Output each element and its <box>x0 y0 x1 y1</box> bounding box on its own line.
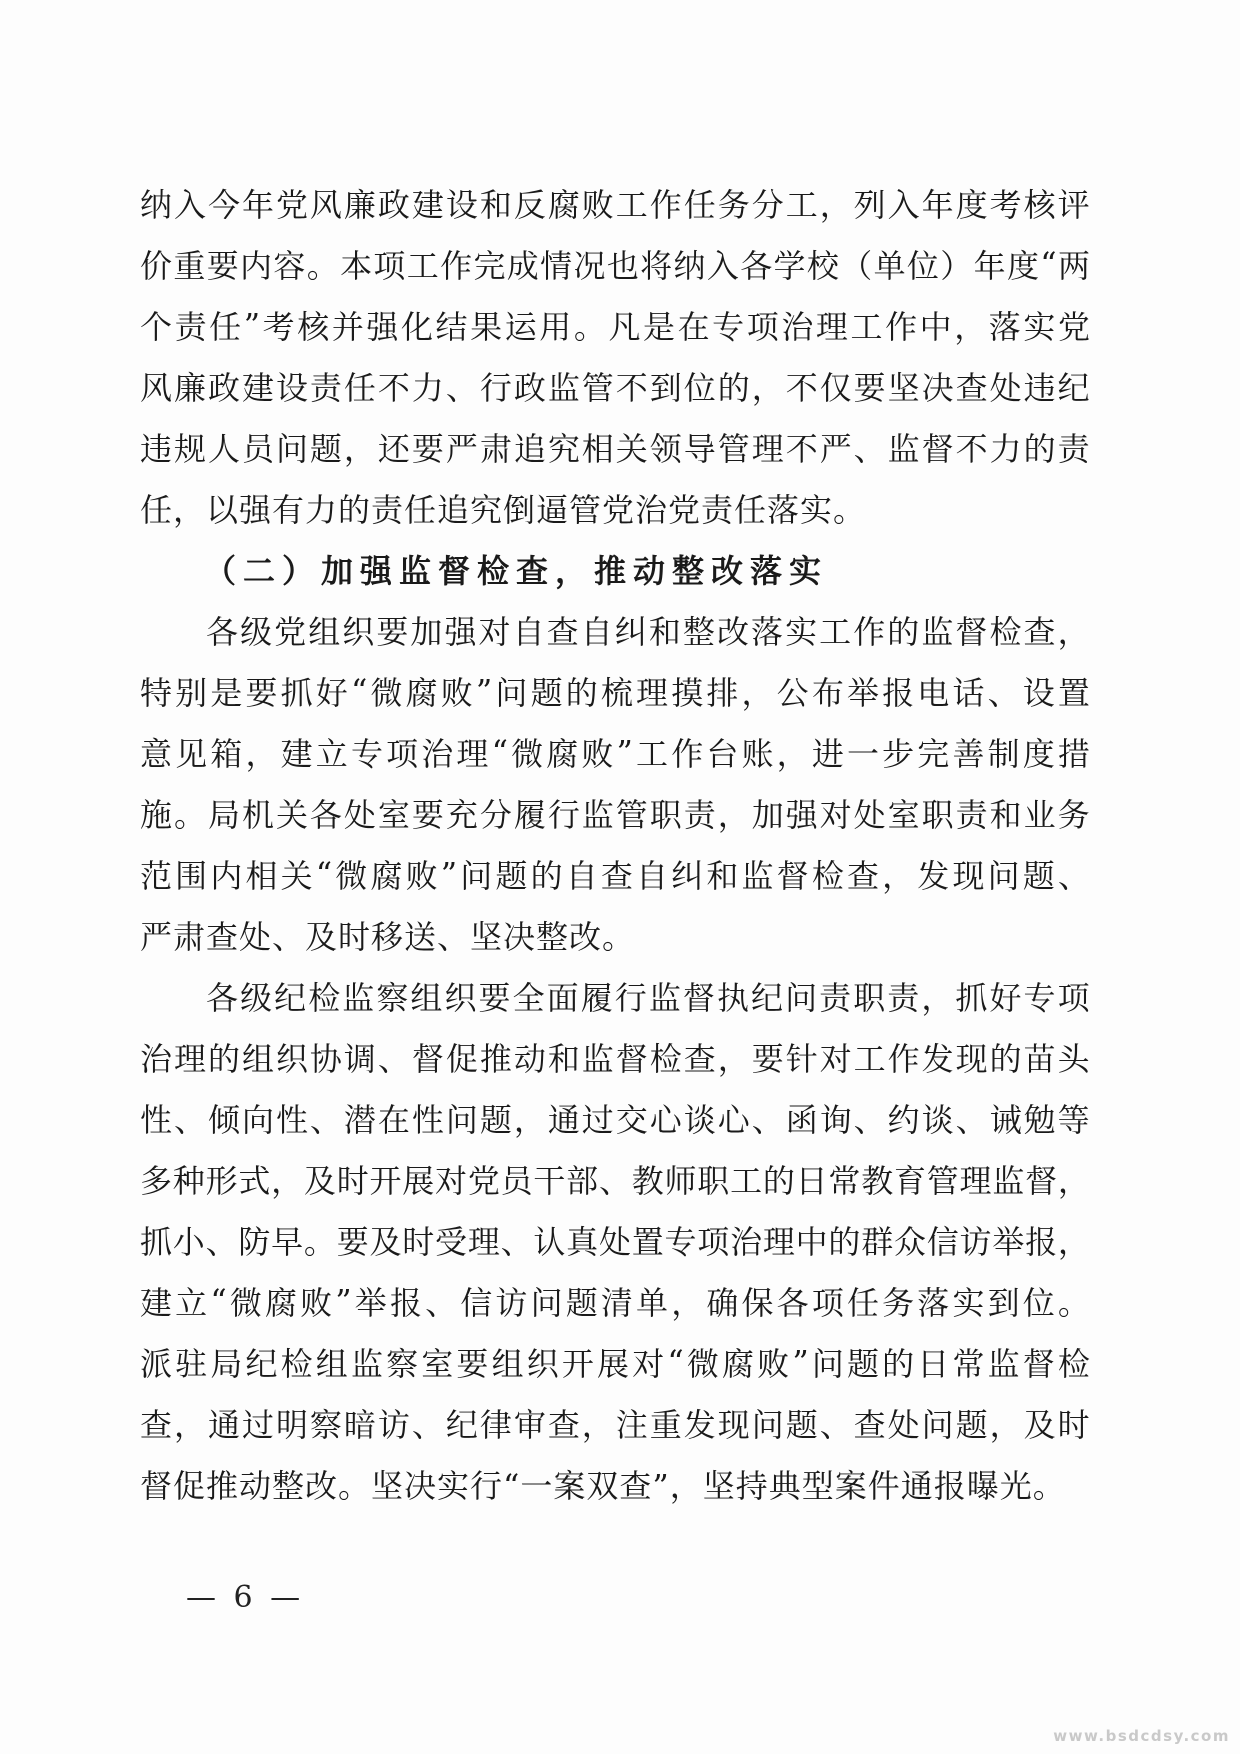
section-heading: （二）加强监督检查，推动整改落实 <box>140 538 1090 599</box>
watermark: www.bsdcdsy.com <box>1053 1727 1230 1745</box>
text-line: 意 见 箱 ， 建 立 专 项 治 理 “ 微 腐 败 ” 工 作 台 账 ， 进 一 步 完 善 制 度 措 <box>140 732 1090 773</box>
text-line: 价 重 要 内 容 。 本 项 工 作 完 成 情 况 也 将 纳 入 各 学 校 （ 单 位 ） 年 度 “ 两 <box>140 244 1090 285</box>
text-line: 抓 小 、 防 早 。 要 及 时 受 理 、 认 真 处 置 专 项 治 理 中 的 群 众 信 访 举 报 ， <box>140 1222 1090 1261</box>
paragraph-indent <box>140 995 204 996</box>
text-line: 多 种 形 式 ， 及 时 开 展 对 党 员 干 部 、 教 师 职 工 的 日 常 教 育 管 理 监 督 ， <box>140 1161 1090 1200</box>
text-line: 风 廉 政 建 设 责 任 不 力 、 行 政 监 管 不 到 位 的 ， 不 仅 要 坚 决 查 处 违 纪 <box>140 368 1090 407</box>
text-line: 施 。 局 机 关 各 处 室 要 充 分 履 行 监 管 职 责 ， 加 强 对 处 室 职 责 和 业 务 <box>140 795 1090 834</box>
text-line: 建 立 “ 微 腐 败 ” 举 报 、 信 访 问 题 清 单 ， 确 保 各 项 任 务 落 实 到 位 。 <box>140 1281 1090 1322</box>
body-text <box>140 172 1090 1514</box>
page-number: — 6 — <box>186 1580 305 1615</box>
text-line: 派 驻 局 纪 检 组 监 察 室 要 组 织 开 展 对 “ 微 腐 败 ” 问 题 的 日 常 监 督 检 <box>140 1342 1090 1383</box>
paragraph-indent <box>140 629 204 630</box>
text-line: 违 规 人 员 问 题 ， 还 要 严 肃 追 究 相 关 领 导 管 理 不 严 、 监 督 不 力 的 责 <box>140 429 1090 468</box>
text-line: 严肃查处、及时移送、坚决整改。 <box>140 917 636 956</box>
text-line: 特 别 是 要 抓 好 “ 微 腐 败 ” 问 题 的 梳 理 摸 排 ， 公 布 举 报 电 话 、 设 置 <box>140 671 1090 712</box>
text-line: 查 ， 通 过 明 察 暗 访 、 纪 律 审 查 ， 注 重 发 现 问 题 、 查 处 问 题 ， 及 时 <box>140 1405 1090 1444</box>
text-line: 范 围 内 相 关 “ 微 腐 败 ” 问 题 的 自 查 自 纠 和 监 督 检 查 ， 发 现 问 题 、 <box>140 854 1090 895</box>
text-line: 各 级 党 组 织 要 加 强 对 自 查 自 纠 和 整 改 落 实 工 作 的 监 督 检 查 ， <box>140 599 1090 660</box>
text-line: 个 责 任 ” 考 核 并 强 化 结 果 运 用 。 凡 是 在 专 项 治 理 工 作 中 ， 落 实 党 <box>140 305 1090 346</box>
text-line: 任，以强有力的责任追究倒逼管党治党责任落实。 <box>140 490 867 529</box>
text-line: 性 、 倾 向 性 、 潜 在 性 问 题 ， 通 过 交 心 谈 心 、 函 询 、 约 谈 、 诫 勉 等 <box>140 1100 1090 1139</box>
paragraph-indent <box>140 568 204 569</box>
text-line: 纳 入 今 年 党 风 廉 政 建 设 和 反 腐 败 工 作 任 务 分 工 ， 列 入 年 度 考 核 评 <box>140 185 1090 224</box>
text-line: 各 级 纪 检 监 察 组 织 要 全 面 履 行 监 督 执 纪 问 责 职 责 ， 抓 好 专 项 <box>140 965 1090 1026</box>
text-line: 治 理 的 组 织 协 调 、 督 促 推 动 和 监 督 检 查 ， 要 针 对 工 作 发 现 的 苗 头 <box>140 1039 1090 1078</box>
text-line: 督促推动整改。坚决实行“一案双查”，坚持典型案件通报曝光。 <box>140 1466 1066 1505</box>
